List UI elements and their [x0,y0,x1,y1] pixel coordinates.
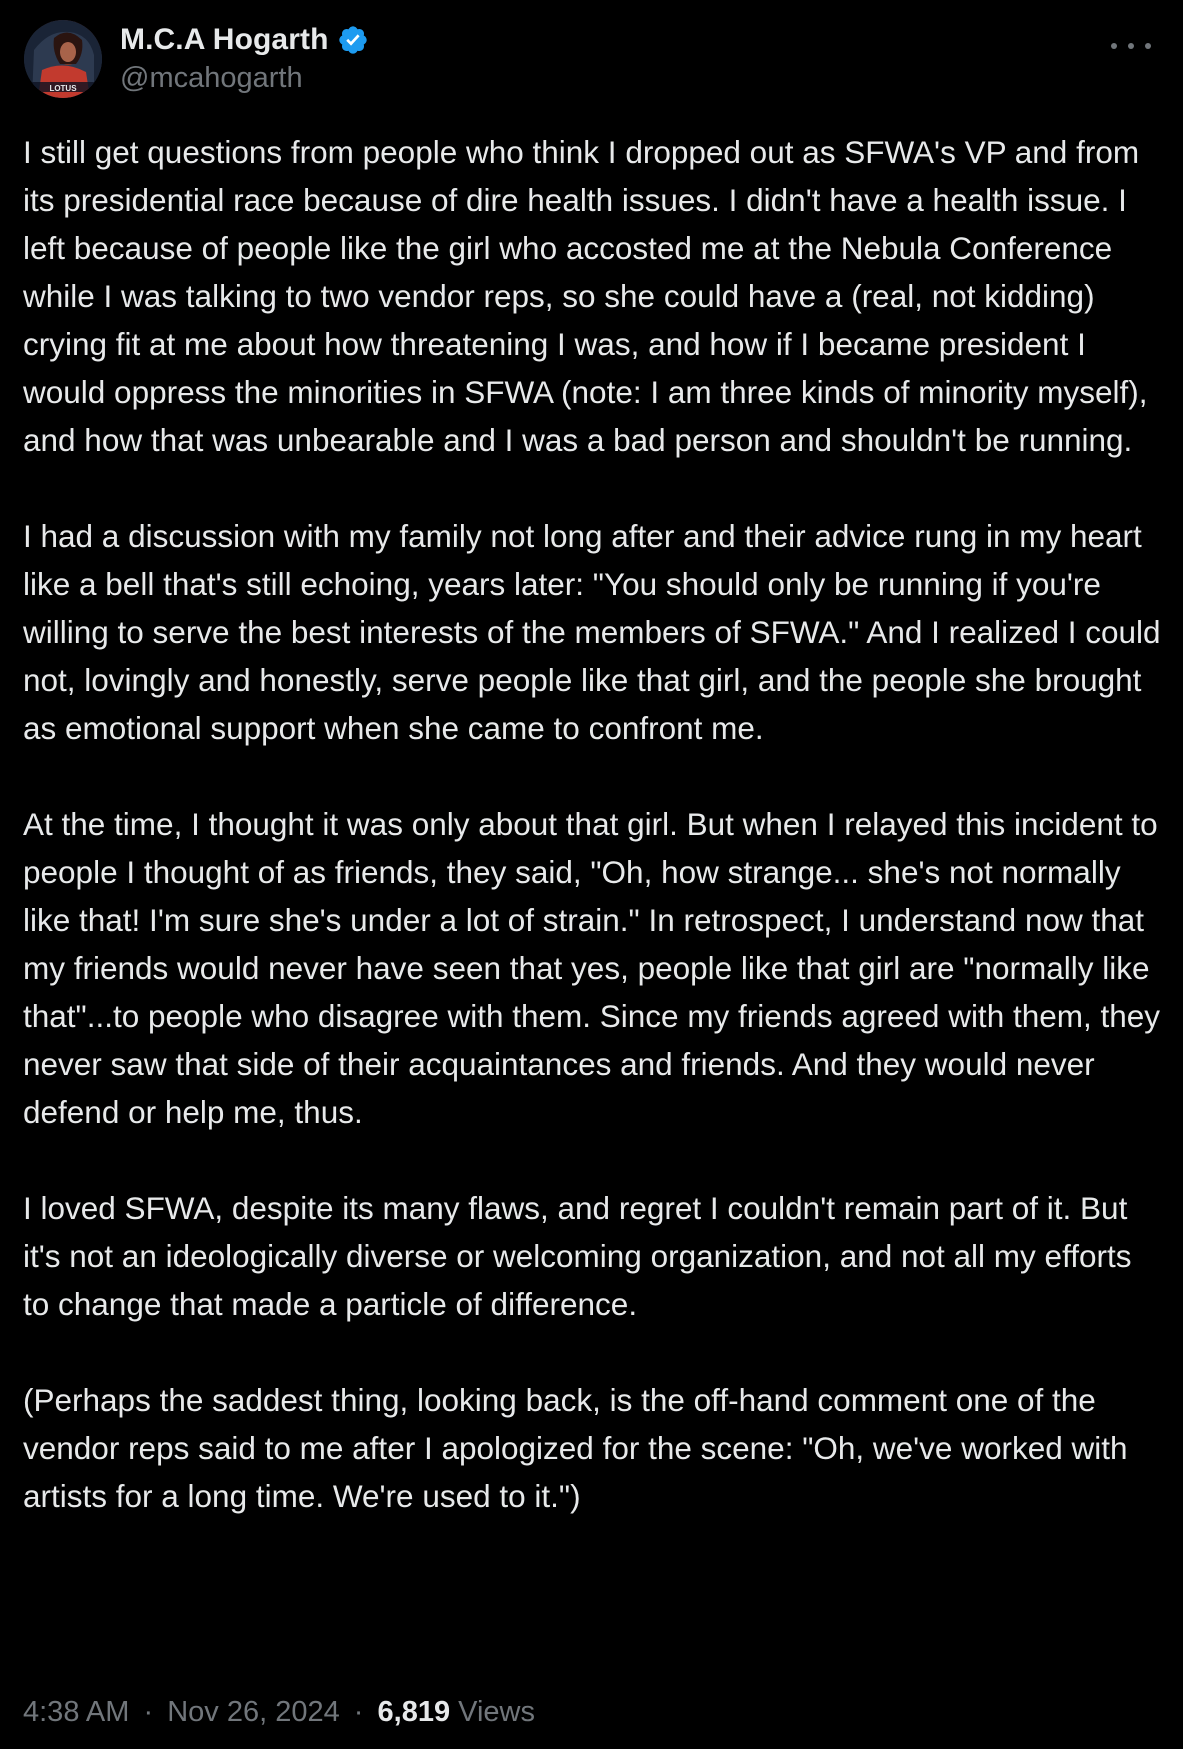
display-name[interactable]: M.C.A Hogarth [120,23,329,56]
views-label: Views [458,1696,535,1728]
tweet-paragraph: I loved SFWA, despite its many flaws, and regret I couldn't remain part of it. But it's not an ideologically diverse or welcoming organization, and not all my efforts to change that made a particle of difference. [23,1190,1132,1322]
tweet-paragraph: At the time, I thought it was only about that girl. But when I relayed this incident to people I thought of as friends, they said, "Oh, how strange... she's not normally like that! I'm sure she's under a lot of strain." In retrospect, I understand now that my friends would never have seen that yes, people like that girl are "normally like that"...to people who disagree with them. Since my friends agreed with them, they never saw that side of their acquaintances and friends. And they would never defend or help me, thus. [23,806,1161,1130]
verified-badge-icon[interactable] [337,24,369,56]
more-dot [1111,43,1117,49]
author-handle[interactable]: @mcahogarth [120,62,303,94]
author-names [120,20,369,95]
tweet-paragraph: (Perhaps the saddest thing, looking back, is the off-hand comment one of the vendor reps said to me after I apologized for the scene: "Oh, we've worked with artists for a long time. We're used to it.") [23,1382,1128,1514]
meta-separator: · [353,1696,364,1728]
tweet-time[interactable]: 4:38 AM [23,1696,130,1728]
meta-separator: · [143,1696,154,1728]
tweet-text [23,128,1163,1520]
tweet-paragraph: I had a discussion with my family not long after and their advice rung in my heart like a bell that's still echoing, years later: "You should only be running if you're willing to serve the best interests of the members of SFWA." And I realized I could not, lovingly and honestly, serve people like that girl, and the people she brought as emotional support when she came to confront me. [23,518,1161,746]
more-dot [1145,43,1151,49]
tweet-meta [23,1696,535,1729]
more-dot [1128,43,1134,49]
avatar[interactable] [24,20,102,98]
more-horizontal-icon[interactable] [1111,36,1151,56]
views-count: 6,819 [377,1696,451,1728]
tweet-header [24,18,1159,104]
tweet-date[interactable]: Nov 26, 2024 [167,1696,340,1728]
avatar-book-title: LOTUS [49,84,77,93]
name-row [120,20,369,60]
tweet-paragraph: I still get questions from people who think I dropped out as SFWA's VP and from its presidential race because of dire health issues. I didn't have a health issue. I left because of people like the girl who accosted me at the Nebula Conference while I was talking to two vendor reps, so she could have a (real, not kidding) crying fit at me about how threatening I was, and how if I became president I would oppress the minorities in SFWA (note: I am three kinds of minority myself), and how that was unbearable and I was a bad person and shouldn't be running. [23,134,1148,458]
